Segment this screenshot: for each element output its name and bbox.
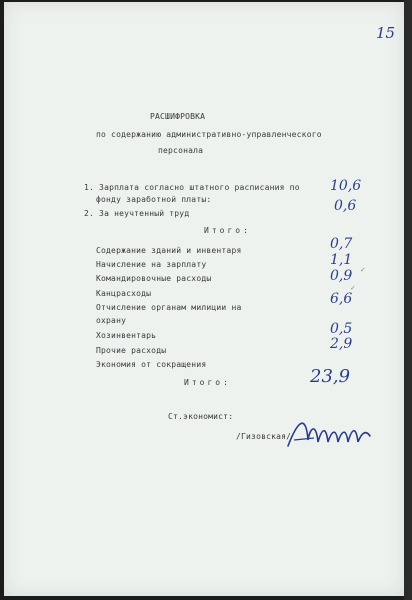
document-subtitle-line2: персонала: [158, 146, 204, 155]
item-9-label: Прочие расходы: [96, 346, 167, 355]
item-1-label: 1. Зарплата согласно штатного расписания по: [84, 183, 300, 192]
scan-edge: [404, 0, 412, 600]
document-title: РАСШИФРОВКА: [150, 112, 206, 121]
signer-name: /Гизовская/: [236, 432, 292, 441]
item-9-value: 2,9: [330, 336, 353, 352]
check-mark-icon: ✓: [360, 266, 366, 274]
item-8-label: Хозинвентарь: [96, 331, 157, 340]
item-7-value: 6,6: [330, 291, 353, 307]
item-3-value: 0,7: [330, 236, 353, 252]
signer-label: Ст.экономист:: [168, 412, 234, 421]
item-5-label: Командировочные расходы: [96, 274, 212, 283]
handwritten-signature: [284, 410, 376, 454]
item-5-value: 0,9: [330, 268, 353, 284]
page-number: 15: [376, 24, 396, 42]
item-1-label-cont: фонду заработной платы:: [96, 195, 212, 204]
item-6-label: Канцрасходы: [96, 289, 152, 298]
item-4-label: Начисление на зарплату: [96, 260, 207, 269]
subtotal-label: Итого:: [204, 226, 251, 235]
document-page: [4, 2, 404, 596]
item-7-label-cont: охрану: [96, 316, 127, 325]
total-label: Итого:: [184, 378, 231, 387]
item-8-value: 0,5: [330, 321, 353, 337]
total-value: 23,9: [310, 366, 351, 387]
item-10-label: Экономия от сокращения: [96, 360, 207, 369]
document-subtitle-line1: по содержанию административно-управленческого: [96, 130, 322, 139]
item-4-value: 1,1: [330, 252, 353, 268]
item-1-value: 10,6: [330, 178, 362, 194]
item-7-label: Отчисление органам милиции на: [96, 303, 242, 312]
item-2-value: 0,6: [334, 198, 357, 214]
item-3-label: Содержание зданий и инвентаря: [96, 246, 242, 255]
item-2-label: 2. За неучтенный труд: [84, 209, 190, 218]
check-mark-icon: ✓: [350, 284, 356, 292]
